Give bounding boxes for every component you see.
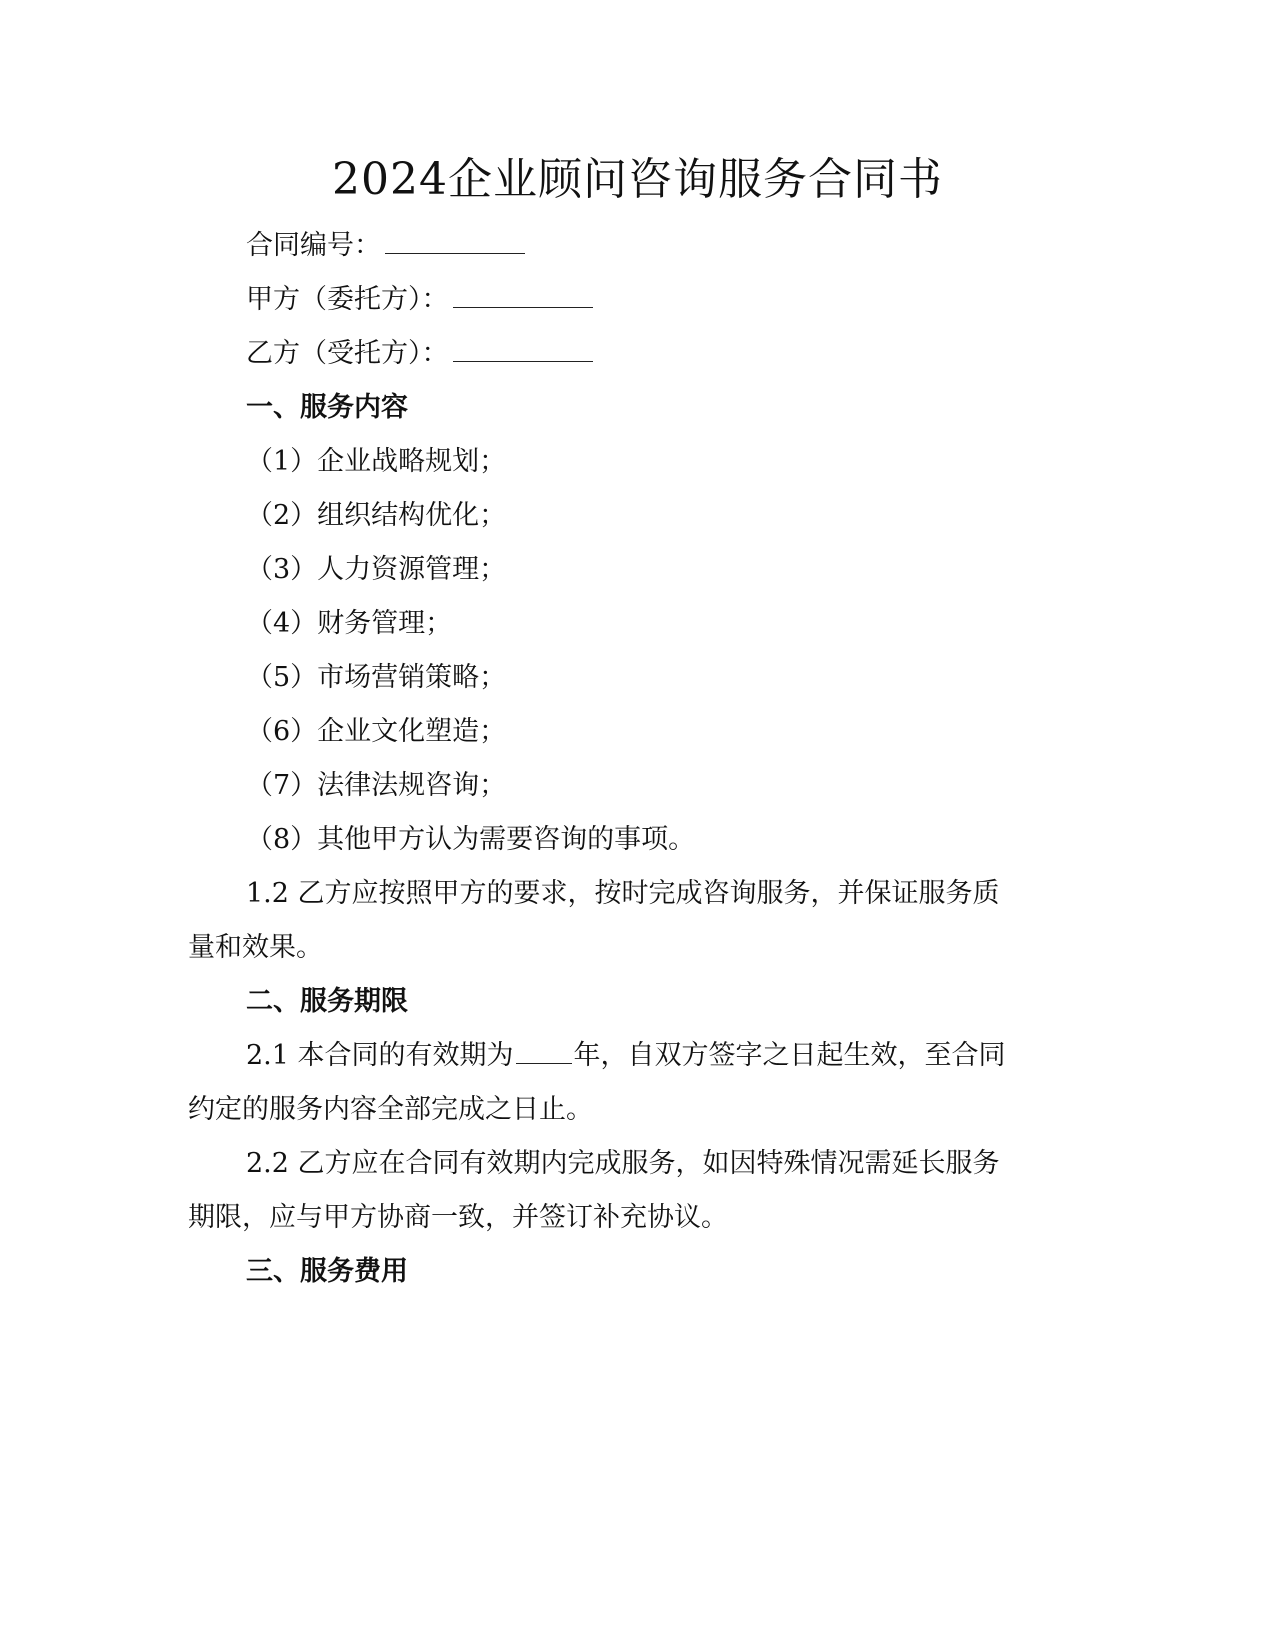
party-b-field xyxy=(246,334,593,374)
section-1-heading: 一、服务内容 xyxy=(246,392,408,423)
clause-2-2-line-1: 2.2 乙方应在合同有效期内完成服务，如因特殊情况需延长服务 xyxy=(246,1148,1000,1179)
service-item: （4）财务管理； xyxy=(246,608,453,639)
clause-2-2-line-2: 期限，应与甲方协商一致，并签订补充协议。 xyxy=(188,1202,728,1233)
contract-number-label: 合同编号： xyxy=(246,230,381,261)
clause-2-1-line-2: 约定的服务内容全部完成之日止。 xyxy=(188,1094,593,1125)
section-2-heading: 二、服务期限 xyxy=(246,986,408,1017)
party-a-field xyxy=(246,280,593,320)
contract-number-field xyxy=(246,226,525,266)
service-item: （1）企业战略规划； xyxy=(246,446,507,477)
service-item: （6）企业文化塑造； xyxy=(246,716,507,747)
party-a-label: 甲方（委托方）： xyxy=(246,284,449,315)
contract-number-blank xyxy=(385,252,525,254)
service-item: （2）组织结构优化； xyxy=(246,500,507,531)
clause-1-2-line-1: 1.2 乙方应按照甲方的要求，按时完成咨询服务，并保证服务质 xyxy=(246,878,1000,909)
service-item: （7）法律法规咨询； xyxy=(246,770,507,801)
section-3-heading: 三、服务费用 xyxy=(246,1256,408,1287)
service-item: （8）其他甲方认为需要咨询的事项。 xyxy=(246,824,696,855)
clause-1-2-line-2: 量和效果。 xyxy=(188,932,323,963)
party-a-blank xyxy=(453,306,593,308)
clause-2-1-text-after: 年，自双方签字之日起生效，至合同 xyxy=(573,1040,1006,1071)
party-b-blank xyxy=(453,360,593,362)
service-item: （3）人力资源管理； xyxy=(246,554,507,585)
clause-2-1-line-1 xyxy=(246,1036,1006,1076)
service-item: （5）市场营销策略； xyxy=(246,662,507,693)
document-title: 2024企业顾问咨询服务合同书 xyxy=(332,154,943,205)
term-years-blank xyxy=(516,1062,572,1064)
party-b-label: 乙方（受托方）： xyxy=(246,338,449,369)
clause-2-1-text-before: 2.1 本合同的有效期为 xyxy=(246,1040,514,1071)
